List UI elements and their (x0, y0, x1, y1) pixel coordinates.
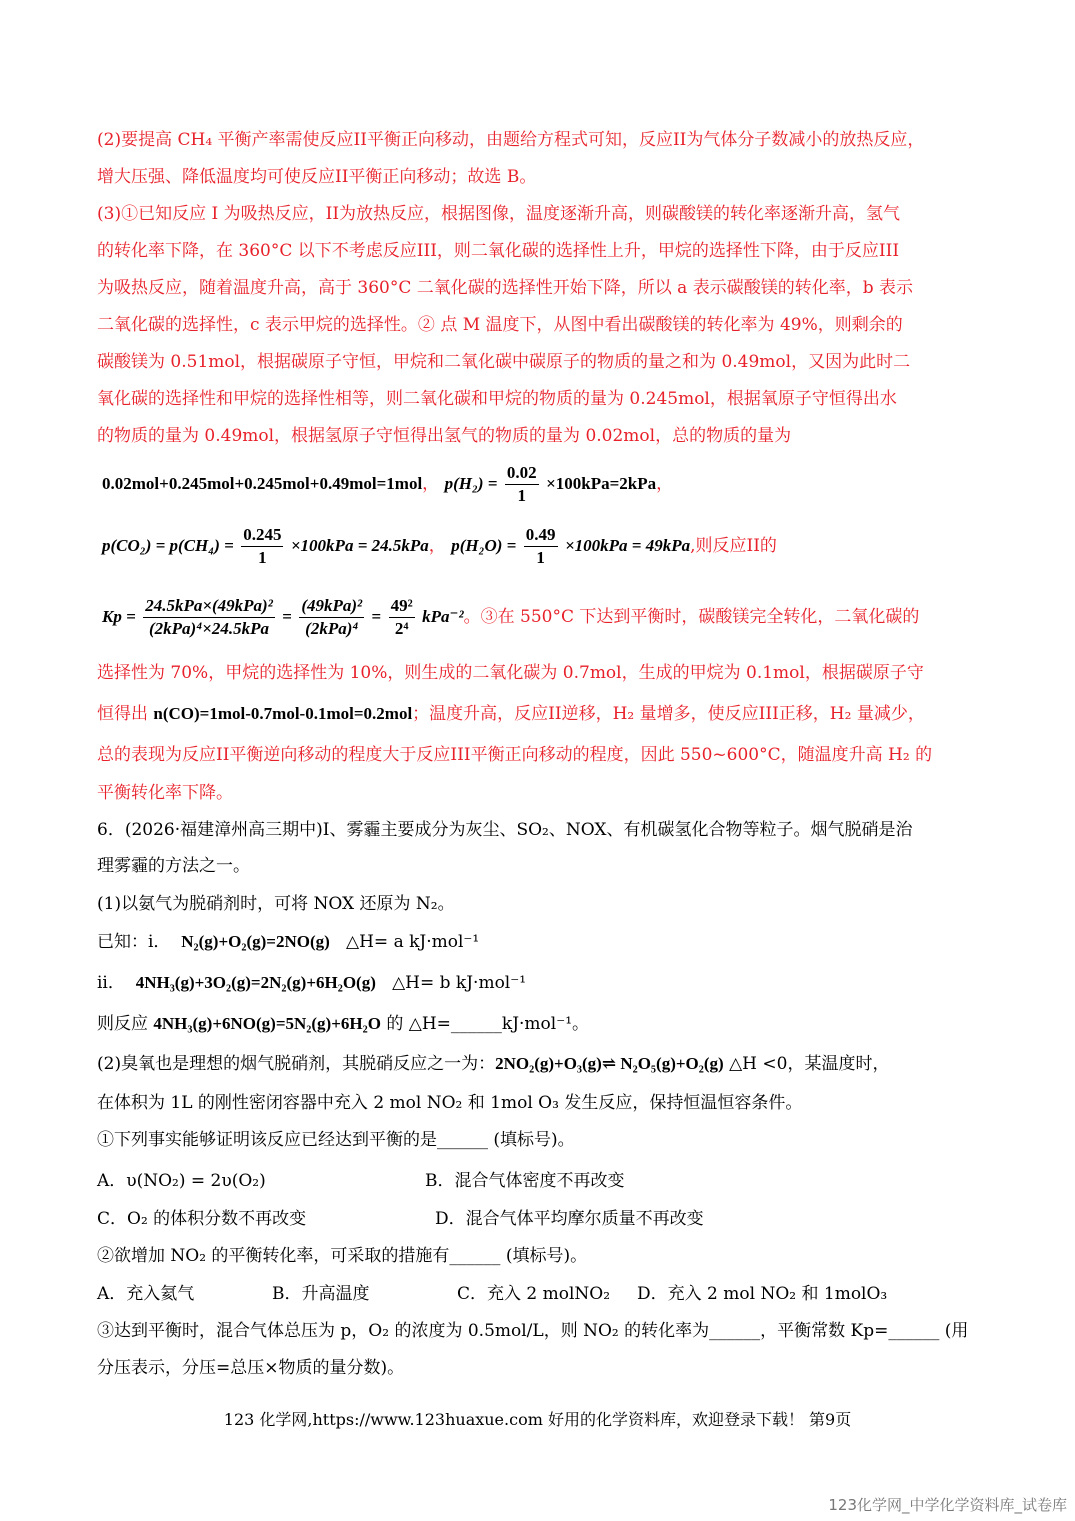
target-blank: 的 △H=______kJ·mol⁻¹。 (380, 1014, 590, 1034)
question-6-part-1: (1)以氨气为脱硝剂时，可将 NOX 还原为 N₂。 (97, 894, 455, 914)
equation-2 (102, 524, 777, 569)
ph2o-fraction: $\frac{0.49}{1}$ (525, 525, 556, 567)
kp-lhs: Kp = (102, 607, 136, 626)
answer-3-line-1: (3)①已知反应 I 为吸热反应，II为放热反应，根据图像，温度逐渐升高，则碳酸镁的转化率逐渐升高，氢气 (97, 204, 901, 224)
moles-sum: 0.02mol+0.245mol+0.245mol+0.49mol=1mol (102, 474, 423, 493)
known-i-equation: N₂(g)+O₂(g)=2NO(g) (181, 932, 330, 951)
sub-question-3: ③达到平衡时，混合气体总压为 p，O₂ 的浓度为 0.5mol/L，则 NO₂ 的转化率为______，平衡常数 Kp=______ (用 (97, 1321, 969, 1341)
option-2a: A．充入氦气 (97, 1284, 195, 1304)
question-6-line-1: 6．(2026·福建漳州高三期中)I、雾霾主要成分为灰尘、SO₂、NOX、有机碳氢化合物等粒子。烟气脱硝是治 (97, 820, 913, 840)
answer-3-line-8: 选择性为 70%，甲烷的选择性为 10%，则生成的二氧化碳为 0.7mol，生成的甲烷为 0.1mol，根据碳原子守 (97, 663, 924, 683)
question-6-line-2: 理雾霾的方法之一。 (97, 856, 250, 876)
option-1a: A．υ(NO₂) = 2υ(O₂) (97, 1171, 266, 1191)
watermark: 123化学网_中学化学资料库_试卷库 (828, 1496, 1067, 1514)
question-6-part-2-line-2: 在体积为 1L 的刚性密闭容器中充入 2 mol NO₂ 和 1mol O₃ 发生反应，保持恒温恒容条件。 (97, 1093, 803, 1113)
eq2-sep: ， (428, 536, 446, 556)
ph2-fraction: $\frac{0.02}{1}$ (506, 463, 537, 505)
answer-3-line-10: 总的表现为反应II平衡逆向移动的程度大于反应III平衡正向移动的程度，因此 550~600°C，随温度升高 H₂ 的 (97, 745, 933, 765)
ph2o-lhs: p(H₂O) = (451, 536, 517, 555)
target-prefix: 则反应 (97, 1014, 154, 1034)
ozone-equation: 2NO₂(g)+O₃(g)⇌ N₂O₅(g)+O₂(g) (495, 1054, 724, 1073)
answer-3-line-4: 二氧化碳的选择性，c 表示甲烷的选择性。② 点 M 温度下，从图中看出碳酸镁的转化率为 49%，则剩余的 (97, 315, 903, 335)
ph2-rhs: ×100kPa=2kPa (546, 474, 657, 493)
kp-equals-1: = (282, 607, 292, 626)
eq2-tail: ,则反应II的 (690, 536, 777, 556)
answer-3-line-7: 的物质的量为 0.49mol，根据氢原子守恒得出氢气的物质的量为 0.02mol，总的物质的量为 (97, 426, 792, 446)
pco2-lhs: p(CO₂) = p(CH₄) = (102, 536, 234, 555)
answer-3-line-3: 为吸热反应，随着温度升高，高于 360°C 二氧化碳的选择性开始下降，所以 a 表示碳酸镁的转化率，b 表示 (97, 278, 913, 298)
option-2c: C．充入 2 molNO₂ (457, 1284, 611, 1304)
answer-3-line-11: 平衡转化率下降。 (97, 783, 233, 803)
known-reaction-ii (97, 972, 526, 994)
kp-fraction-1: $\frac{\text{24.5kPa×(49kPa)²}}{\text{(2kPa)⁴×24.5kPa}}$ (145, 596, 273, 638)
option-1c: C．O₂ 的体积分数不再改变 (97, 1209, 307, 1229)
answer-3-line-9 (97, 703, 925, 725)
ph2-lhs: p(H₂) = (444, 474, 498, 493)
equation-1 (102, 462, 673, 507)
option-2d: D．充入 2 mol NO₂ 和 1molO₃ (637, 1284, 888, 1304)
known-ii-enthalpy: △H= b kJ·mol⁻¹ (392, 973, 527, 993)
known-ii-label: ii． (97, 973, 125, 993)
option-1b: B．混合气体密度不再改变 (425, 1171, 625, 1191)
known-i-enthalpy: △H= a kJ·mol⁻¹ (346, 932, 480, 952)
known-i-label: 已知：i． (97, 932, 171, 952)
line9-suffix: ；温度升高，反应II逆移，H₂ 量增多，使反应III正移，H₂ 量减少， (412, 704, 925, 724)
answer-2-line-2: 增大压强、降低温度均可使反应II平衡正向移动；故选 B。 (97, 167, 537, 187)
sub-question-2: ②欲增加 NO₂ 的平衡转化率，可采取的措施有______ (填标号)。 (97, 1246, 588, 1266)
sub-question-1: ①下列事实能够证明该反应已经达到平衡的是______ (填标号)。 (97, 1130, 575, 1150)
kp-equals-2: = (371, 607, 382, 626)
target-reaction (97, 1013, 589, 1035)
kp-fraction-3: $\frac{\text{49²}}{\text{2⁴}}$ (390, 596, 413, 638)
part2-suffix: △H <0，某温度时， (723, 1054, 890, 1074)
known-reaction-i (97, 931, 479, 953)
eq3-tail: 。③在 550°C 下达到平衡时，碳酸镁完全转化，二氧化碳的 (463, 607, 920, 627)
ph2o-rhs: ×100kPa = 49kPa (564, 536, 691, 555)
answer-2-line-1: (2)要提高 CH₄ 平衡产率需使反应II平衡正向移动，由题给方程式可知，反应II为气体分子数减小的放热反应， (97, 130, 925, 150)
answer-3-line-2: 的转化率下降，在 360°C 以下不考虑反应III，则二氧化碳的选择性上升，甲烷的选择性下降，由于反应III (97, 241, 900, 261)
eq1-tail: ， (656, 474, 674, 494)
kp-fraction-2: $\frac{\text{(49kPa)²}}{\text{(2kPa)⁴}}$ (301, 596, 363, 638)
pco2-rhs: ×100kPa = 24.5kPa (290, 536, 429, 555)
page-footer: 123 化学网,https://www.123huaxue.com 好用的化学资料库，欢迎登录下载！ 第9页 (223, 1410, 852, 1429)
line9-prefix: 恒得出 (97, 704, 154, 724)
answer-3-line-6: 氧化碳的选择性和甲烷的选择性相等，则二氧化碳和甲烷的物质的量为 0.245mol，根据氧原子守恒得出水 (97, 389, 897, 409)
option-2b: B．升高温度 (272, 1284, 370, 1304)
part2-prefix: (2)臭氧也是理想的烟气脱硝剂，其脱硝反应之一为： (97, 1054, 496, 1074)
question-6-part-2 (97, 1053, 889, 1075)
eq1-comma: ， (422, 474, 440, 494)
answer-3-line-5: 碳酸镁为 0.51mol，根据碳原子守恒，甲烷和二氧化碳中碳原子的物质的量之和为 0.49mol，又因为此时二 (97, 352, 911, 372)
sub-question-3-line-2: 分压表示，分压=总压×物质的量分数)。 (97, 1358, 405, 1378)
known-ii-equation: 4NH₃(g)+3O₂(g)=2N₂(g)+6H₂O(g) (135, 973, 376, 992)
n-co-expression: n(CO)=1mol-0.7mol-0.1mol=0.2mol (153, 704, 413, 723)
equation-3 (102, 595, 919, 640)
pco2-fraction: $\frac{0.245}{1}$ (243, 525, 282, 567)
target-equation: 4NH₃(g)+6NO(g)=5N₂(g)+6H₂O (153, 1014, 381, 1033)
kp-unit: kPa⁻² (422, 607, 464, 626)
option-1d: D．混合气体平均摩尔质量不再改变 (435, 1209, 704, 1229)
